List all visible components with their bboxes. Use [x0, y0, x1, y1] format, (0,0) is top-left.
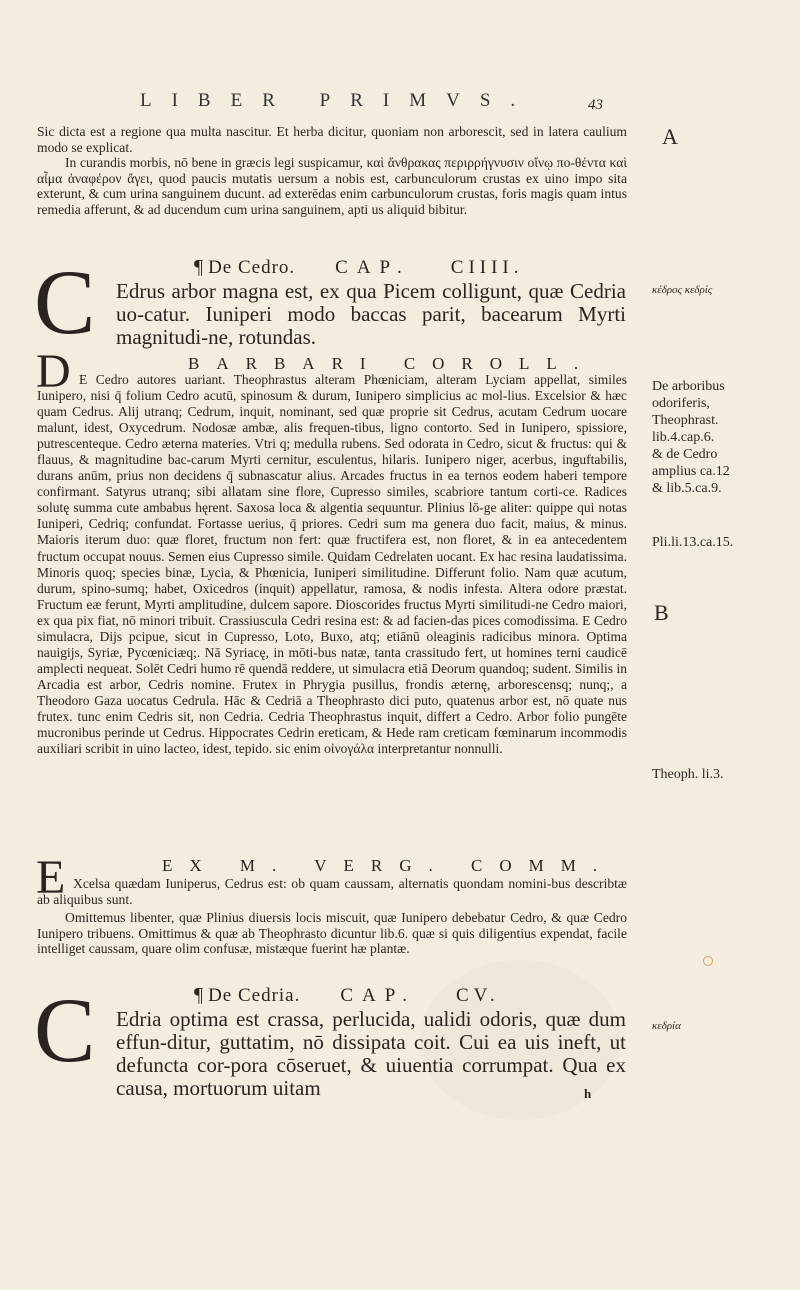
barbari-text: E Cedro autores uariant. Theophrastus alteram Phœniciam, alteram Lyciam appellat, similes Iunipero, nisi q̄ folium Cedro acutū, spinosum & durum, Iunipero simplicius ac mol-lius. Excelsior & hæc quam Cedrus. Alij utranq; Cedrum, inquit, nominant, sed quæ proprie sit Cedrus, acutam Cedrum uocare malunt, idest, Oxycedrum. Nodosæ ambæ, alis frequen-tibus, ligno contorto. Sed in Iunipero, spissiore, putrescenteque. Cedro æterna materies. Vtri q; medulla rubens. Sed odorata in Cedro, sicut & fructus: qui & flauus, & magnitudine bac-carum Myrti cernitur, esculentus, hilaris. Iunipero niger, acerbus, inguftabilis, durans anūm, prius non decidens q̄ subnascatur alius. Arcades fructus in ea ternos eodem haberi tempore confirmant. Satyrus utranq; sibi allatam sine flore, Cupresso similes, scabriore tantum corti-ce. Radices solutę summa cute ambabus hęrent. Saxosa loca & algentia sequuntur. Plinius lō-ge aliter: quippe qui notas Iuniperi, Cedriq; confundat. Fortasse uerius, q̄ priores. Cedri sum ma genera duo facit, maius, & minus. Maioris iterum duo: quæ floret, fructum non fert: quæ fructifera est, non floret, & in ea antecedentem fructum occupat nouus. Semen eius Cupresso simile. Quidam Cedrelaten uocant. Ex hac resina laudatissima. Minoris quoq; species binæ, Lycia, & Phœnicia, Iuniperi similitudine. Differunt folio. Nam quæ acutum, durum, spino-sumq; habet, Oxicedros (inquit) appellatur, ramosa, & nodis infesta. Altera odore præstat. Fructum eæ ferunt, Myrti amplitudine, dulcem sapore. Dioscorides fructus Myrti similitudi-ne Cedro maiori, ex qua pix fiat, nō minori tribuit. Crassiuscula Cedri resina est: & ad facien-das pices comodissima. E Cedro simulacra, Dijs pcipue, sicut in Cupresso, Loto, Buxo, atq; etiānū oleaginis radicibus minora. Optima nauigijs, Syriæ, Pycœniciæq;. Nā Syriacę, in mōti-bus natæ, tanta crassitudo fert, ut homines terni caudicē amplecti nequeat. Solēt Cedri humo rē quendā reddere, ut simulacra etiā Deorum quandoq; sudent. Similis in Arcadia est arbor, Cedris nomine. Frutex in Phrygia pusillus, frondis æternę, arborescensq; nunq;, a Theodoro Gaza uocatus Cedrula. Hāc & Cedriā a Theophrasto dici puto, quatenus arbor est, nō quate nus frutex. tunc enim Cedris sit, non Cedria. Cedria Theophrastus inquit, differt a Cedro. Arbor folio pungēte mucronibus perinde ut Cedrus. Hippocrates Cedrin ereticam, & Hede ram creticam fœminarum incommodis auxiliari scribit in uino lacteo, idest, tepido. sic enim οἰνογάλα interpretantur nonnulli.: [37, 372, 627, 757]
margin-letter: A: [662, 124, 678, 149]
margin-note-arboribus: [652, 378, 792, 497]
running-title: LIBER PRIMVS.: [140, 90, 536, 111]
exverg-text: Xcelsa quædam Iuniperus, Cedrus est: ob quam caussam, alternatis quondam nomini-bus describtæ ab aliquibus sunt.: [37, 876, 627, 907]
opening-paragraphs: [37, 124, 627, 217]
drop-cap: E: [36, 851, 66, 904]
margin-greek: κεδρία: [652, 1020, 681, 1032]
margin-line: & de Cedro: [652, 447, 718, 462]
circle-mark-icon: [703, 956, 713, 966]
chapter-heading: [194, 984, 500, 1007]
paragraph: In curandis morbis, nō bene in græcis legi suspicamur, καὶ ἄνθρακας περιρρήγνυσιν οἴνῳ πο-θέντα καὶ αἷμα ἀναφέρον ἄγει, quod paucis mutatis uersum a nobis est, carbunculorum crustas ex uino impo sita exterunt, & cum urina sanguinem ducunt. ad exterēdas enim carbunculorum crustas, foris magis quam intus remedia afferunt, & ad ducendum cum urina sanguinem, apti us aliquid bibitur.: [37, 155, 627, 217]
margin-greek: κέδρος κεδρίς: [652, 284, 713, 296]
pilcrow-icon: ¶: [194, 256, 205, 278]
drop-cap: C: [34, 251, 96, 353]
signature-mark: h: [584, 1086, 592, 1101]
margin-line: lib.4.cap.6.: [652, 430, 715, 445]
margin-line: amplius ca.12: [652, 464, 730, 479]
pilcrow-icon: ¶: [194, 984, 205, 1006]
chapter-number: CV.: [455, 985, 500, 1006]
margin-letter: B: [654, 600, 669, 625]
margin-note: Theoph. li.3.: [652, 767, 724, 782]
margin-note: Pli.li.13.ca.15.: [652, 535, 734, 550]
chapter-text: Edrus arbor magna est, ex qua Picem colligunt, quæ Cedria uo-catur. Iuniperi modo baccas parit, bacearum Myrti magnitudi-ne, rotundas.: [116, 279, 626, 349]
margin-line: De arboribus: [652, 379, 725, 394]
margin-line: & lib.5.ca.9.: [652, 481, 722, 496]
exverg-text: Omittemus libenter, quæ Plinius diuersis locis miscuit, quæ Iunipero debebatur Cedro, & quæ Cedro Iunipero tribuens. Omittimus & quæ ab Theophrasto dicuntur lib.6. quæ si quis diligentius expendat, facile intelliget caussam, quare olim confusæ, mistæque fuerint hæ plantæ.: [37, 910, 627, 956]
margin-line: odoriferis,: [652, 396, 710, 411]
chapter-title: De Cedro.: [208, 257, 296, 278]
drop-cap: C: [34, 979, 96, 1081]
paragraph: Sic dicta est a regione qua multa nascitur. Et herba dicitur, quoniam non arborescit, sed in latera caulium modo se explicat.: [37, 124, 627, 155]
margin-line: Theophrast.: [652, 413, 719, 428]
section-heading: EX M. VERG. COMM.: [162, 856, 615, 875]
chapter-label: CAP.: [335, 257, 411, 278]
chapter-heading: [194, 256, 524, 279]
chapter-title: De Cedria.: [208, 985, 301, 1006]
chapter-label: CAP.: [340, 985, 416, 1006]
section-heading: BARBARI COROLL.: [188, 354, 596, 373]
chapter-text: Edria optima est crassa, perlucida, ualidi odoris, quæ dum effun-ditur, guttatim, nō dissipata coit. Cui ea uis ineft, ut defuncta cor-pora cōseruet, & uiuentia corrumpat. Qua ex causa, mortuorum uitam: [116, 1007, 626, 1100]
folio-number: 43: [588, 97, 603, 113]
drop-cap: D: [36, 345, 71, 398]
chapter-number: CIIII.: [450, 257, 524, 278]
